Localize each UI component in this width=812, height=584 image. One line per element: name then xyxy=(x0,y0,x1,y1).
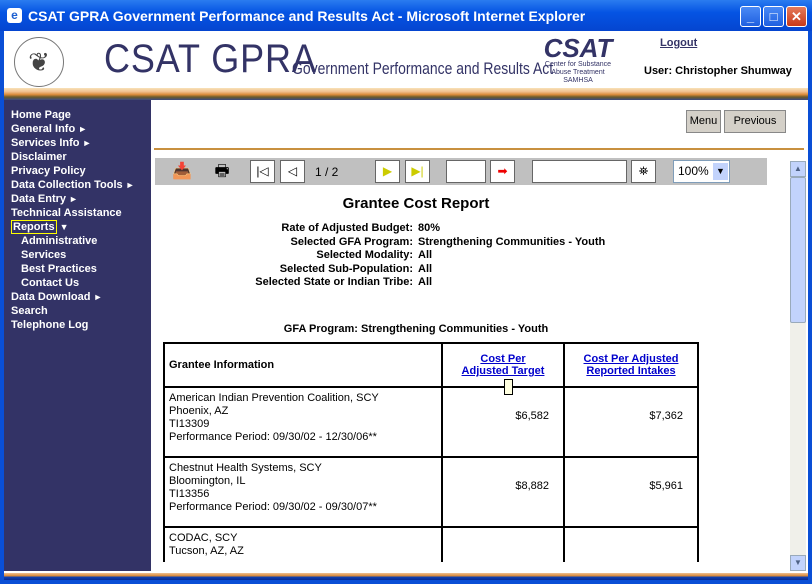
chevron-right-icon: ► xyxy=(93,292,103,302)
sidebar-item-label: Services Info xyxy=(11,137,80,149)
cost-per-target-cell: $6,582 xyxy=(442,387,564,457)
grantee-cost-table xyxy=(163,342,699,562)
sidebar-item-label: Home Page xyxy=(11,109,71,121)
sort-cost-per-target-link[interactable]: Cost Per Adjusted Target xyxy=(461,353,545,377)
sidebar-item-data-entry[interactable] xyxy=(4,192,151,206)
sidebar-item-data-download[interactable] xyxy=(4,290,151,304)
sidebar-item-disclaimer[interactable] xyxy=(4,150,151,164)
site-header xyxy=(4,31,808,88)
grantee-name: American Indian Prevention Coalition, SCY xyxy=(169,392,379,404)
previous-button[interactable]: Previous xyxy=(724,110,786,133)
find-binoculars-icon[interactable]: ⛯ xyxy=(631,160,656,183)
sidebar-item-general-info[interactable] xyxy=(4,122,151,136)
report-toolbar xyxy=(155,158,767,185)
ie-icon: e xyxy=(7,8,22,23)
grantee-city: Phoenix, AZ xyxy=(169,405,229,417)
grantee-name: Chestnut Health Systems, SCY xyxy=(169,462,322,474)
parameter-row xyxy=(204,249,605,263)
scroll-up-button[interactable]: ▲ xyxy=(790,161,806,177)
grantee-city: Bloomington, IL xyxy=(169,475,246,487)
sidebar-item-administrative[interactable] xyxy=(4,234,151,248)
parameter-value: All xyxy=(418,262,433,275)
maximize-button[interactable]: □ xyxy=(763,6,784,27)
header-stripe xyxy=(4,88,808,100)
column-cost-per-intakes[interactable] xyxy=(564,343,698,387)
hhs-logo-icon: ❦ xyxy=(14,37,64,87)
sidebar-item-label: Disclaimer xyxy=(11,151,67,163)
parameter-row xyxy=(204,276,605,290)
performance-period: Performance Period: 09/30/02 - 09/30/07** xyxy=(169,501,377,513)
previous-page-button[interactable]: ◁ xyxy=(280,160,305,183)
user-label: User: Christopher Shumway xyxy=(644,65,792,77)
sidebar xyxy=(4,100,151,571)
zoom-select[interactable]: 100% ▼ xyxy=(673,160,730,183)
scroll-down-button[interactable]: ▼ xyxy=(790,555,806,571)
parameter-value: Strengthening Communities - Youth xyxy=(418,235,606,248)
grantee-info-cell xyxy=(164,387,442,457)
grantee-info-cell xyxy=(164,527,442,562)
page-indicator: 1 / 2 xyxy=(315,165,339,179)
menu-button[interactable]: Menu xyxy=(686,110,721,133)
sidebar-item-technical-assistance[interactable] xyxy=(4,206,151,220)
site-brand: CSAT GPRA xyxy=(104,37,317,81)
sidebar-item-label: Data Entry xyxy=(11,193,67,205)
chevron-down-icon: ▼ xyxy=(713,163,728,180)
window-title: CSAT GPRA Government Performance and Results Act - Microsoft Internet Explorer xyxy=(28,7,586,24)
parameter-label: Selected GFA Program: xyxy=(290,235,413,248)
sidebar-item-label: Privacy Policy xyxy=(11,165,86,177)
parameter-value: 80% xyxy=(418,222,441,234)
parameter-label: Rate of Adjusted Budget: xyxy=(281,222,413,234)
table-row xyxy=(164,527,698,562)
close-button[interactable]: ✕ xyxy=(786,6,807,27)
sidebar-item-label: Administrative xyxy=(21,235,98,247)
chevron-right-icon: ► xyxy=(125,180,135,190)
minimize-button[interactable]: _ xyxy=(740,6,761,27)
table-row xyxy=(164,387,698,457)
chevron-right-icon: ► xyxy=(78,124,88,134)
sidebar-item-label: Data Collection Tools xyxy=(11,179,123,191)
sidebar-item-label: Reports xyxy=(13,221,55,233)
cost-per-intakes-cell: $5,961 xyxy=(564,457,698,527)
browser-content xyxy=(4,31,808,580)
sidebar-item-contact-us[interactable] xyxy=(4,276,151,290)
parameter-label: Selected Modality: xyxy=(316,249,413,261)
parameter-row xyxy=(204,236,605,250)
sidebar-item-home-page[interactable] xyxy=(4,108,151,122)
parameter-value: All xyxy=(418,276,433,288)
sidebar-item-label: Services xyxy=(21,249,67,261)
sort-cost-per-intakes-link[interactable]: Cost Per Adjusted Reported Intakes xyxy=(583,353,679,377)
grantee-info-cell xyxy=(164,457,442,527)
goto-page-input[interactable] xyxy=(446,160,486,183)
cost-per-intakes-cell xyxy=(564,527,698,562)
sidebar-item-label: Contact Us xyxy=(21,277,80,289)
gfa-heading: GFA Program: Strengthening Communities - Youth xyxy=(283,323,549,335)
column-cost-per-target[interactable] xyxy=(442,343,564,387)
parameter-value: All xyxy=(418,249,433,261)
sidebar-item-reports[interactable] xyxy=(4,220,151,234)
csat-logo: CSAT Center for Substance Abuse Treatment SAMHSA xyxy=(543,33,613,84)
scroll-thumb[interactable] xyxy=(790,177,806,323)
last-page-button[interactable]: ▶| xyxy=(405,160,430,183)
chevron-down-icon: ▼ xyxy=(59,222,69,232)
sidebar-item-label: General Info xyxy=(11,123,76,135)
export-icon[interactable]: 📥 xyxy=(172,163,192,180)
divider xyxy=(154,148,804,150)
parameter-row xyxy=(204,263,605,277)
sidebar-item-privacy-policy[interactable] xyxy=(4,164,151,178)
grantee-id: TI13356 xyxy=(169,488,210,500)
title-bar xyxy=(0,0,812,31)
sidebar-item-services-info[interactable] xyxy=(4,136,151,150)
parameter-label: Selected Sub-Population: xyxy=(279,262,413,275)
parameter-label: Selected State or Indian Tribe: xyxy=(255,276,413,288)
grantee-id: TI13309 xyxy=(169,418,210,430)
report-parameters xyxy=(204,222,605,290)
table-row xyxy=(164,457,698,527)
performance-period: Performance Period: 09/30/02 - 12/30/06** xyxy=(169,431,377,443)
site-subtitle: Government Performance and Results Act xyxy=(292,59,554,78)
grantee-name: CODAC, SCY xyxy=(169,532,238,544)
next-page-button[interactable]: ▶ xyxy=(375,160,400,183)
search-input[interactable] xyxy=(532,160,627,183)
chevron-right-icon: ► xyxy=(69,194,78,204)
sidebar-item-search[interactable] xyxy=(4,304,151,318)
sidebar-item-services[interactable] xyxy=(4,248,151,262)
goto-page-icon[interactable]: ➡ xyxy=(490,160,515,183)
grantee-city: Tucson, AZ, AZ xyxy=(169,545,244,557)
sidebar-item-data-collection-tools[interactable] xyxy=(4,178,151,192)
cost-per-target-cell: $8,882 xyxy=(442,457,564,527)
sidebar-item-label: Technical Assistance xyxy=(11,207,122,219)
cost-per-intakes-cell: $7,362 xyxy=(564,387,698,457)
sidebar-item-label: Telephone Log xyxy=(11,319,89,331)
resize-handle[interactable] xyxy=(504,379,513,395)
sidebar-item-best-practices[interactable] xyxy=(4,262,151,276)
first-page-button[interactable]: |◁ xyxy=(250,160,275,183)
chevron-right-icon: ► xyxy=(82,138,92,148)
sidebar-item-label: Best Practices xyxy=(21,263,97,275)
parameter-row xyxy=(204,222,605,236)
sidebar-item-telephone-log[interactable] xyxy=(4,318,151,332)
cost-per-target-cell xyxy=(442,527,564,562)
report-title: Grantee Cost Report xyxy=(342,195,490,212)
logout-link[interactable]: Logout xyxy=(660,37,698,49)
footer-stripe xyxy=(4,573,808,580)
sidebar-item-label: Data Download xyxy=(11,291,91,303)
sidebar-item-label: Search xyxy=(11,305,48,317)
vertical-scrollbar[interactable] xyxy=(790,161,806,571)
print-icon[interactable]: 🖶 xyxy=(214,163,230,180)
column-grantee-info: Grantee Information xyxy=(164,343,442,387)
